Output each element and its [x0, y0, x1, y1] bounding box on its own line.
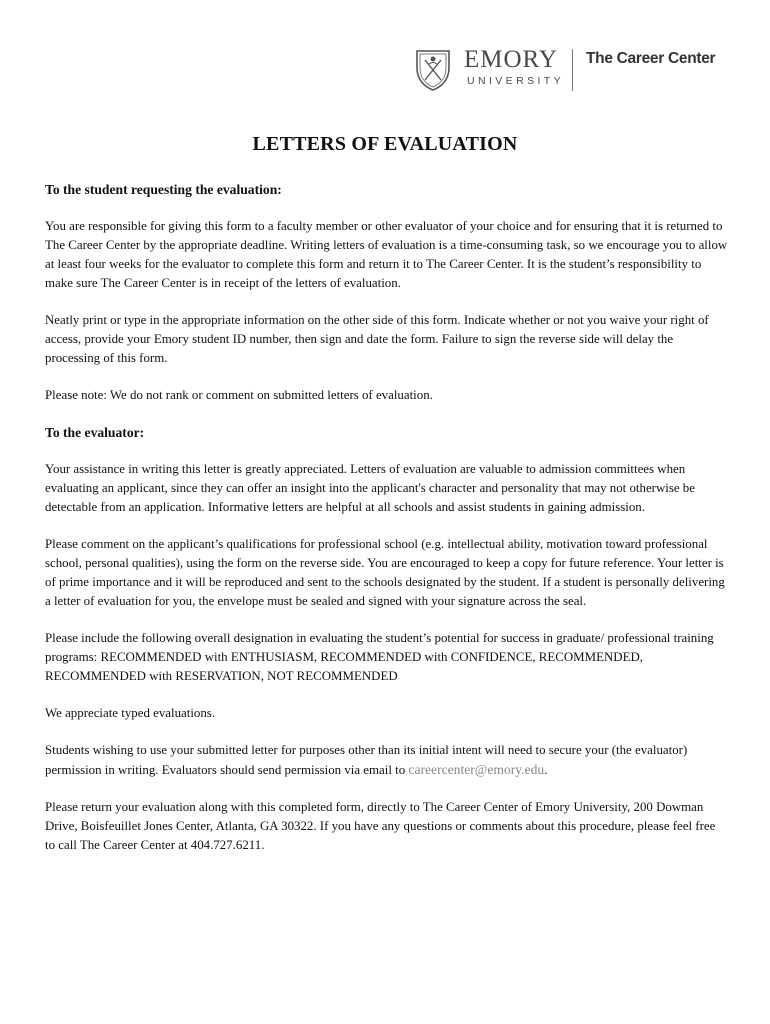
- university-name: EMORY: [464, 46, 558, 73]
- evaluator-paragraph-4: We appreciate typed evaluations.: [45, 706, 216, 720]
- evaluator-paragraph-3: Please include the following overall designation in evaluating the student’s potential for success in graduate/ professional training programs: RECOMMENDED with ENTHUSIASM, RECOMMENDED with CONFIDENCE, RECOMMENDED, RECOMMENDED with RESERVATION, NOT RECOMMENDED: [45, 631, 714, 683]
- header-divider: [572, 49, 573, 91]
- evaluator-paragraph-6: Please return your evaluation along with this completed form, directly to The Career Center of Emory University, 200 Dowman Drive, Boisfeuillet Jones Center, Atlanta, GA 30322. If you have any questions or comments about this procedure, please feel free to call The Career Center at 404.727.6211.: [45, 800, 716, 852]
- student-paragraph-2: Neatly print or type in the appropriate information on the other side of this form. Indicate whether or not you waive your right of access, provide your Emory student ID number, then sign and date the form. Failure to sign the reverse side will delay the processing of this form.: [45, 313, 709, 365]
- letterhead: [414, 44, 744, 96]
- emory-seal-icon: [414, 48, 452, 92]
- email-link[interactable]: careercenter@emory.edu: [408, 762, 545, 777]
- document-body: [45, 180, 728, 873]
- permission-text: Students wishing to use your submitted letter for purposes other than its initial intent will need to secure your (the evaluator) permission in writing. Evaluators should send permission via email to: [45, 743, 688, 777]
- page-title: LETTERS OF EVALUATION: [252, 133, 518, 155]
- department-name: The Career Center: [586, 50, 716, 67]
- evaluator-paragraph-2: Please comment on the applicant’s qualifications for professional school (e.g. intellectual ability, motivation toward professional school, personal qualities), using the form on the reverse side. You are encouraged to keep a copy for future reference. Your letter is of prime importance and it will be reproduced and sent to the schools designated by the student. If a student is personally delivering a letter of evaluation for you, the envelope must be sealed and signed with your signature across the seal.: [45, 537, 725, 608]
- student-section-heading: To the student requesting the evaluation:: [45, 182, 282, 197]
- student-paragraph-1: You are responsible for giving this form to a faculty member or other evaluator of your choice and for ensuring that it is returned to The Career Center by the appropriate deadline. Writing letters of evaluation is a time-consuming task, so we encourage you to allow at least four weeks for the evaluator to complete this form and return it to The Career Center. It is the student’s responsibility to make sure The Career Center is in receipt of the letters of evaluation.: [45, 219, 728, 290]
- university-subtitle: UNIVERSITY: [467, 75, 565, 87]
- permission-text-end: .: [544, 763, 548, 777]
- evaluator-paragraph-1: Your assistance in writing this letter is greatly appreciated. Letters of evaluation are valuable to admission committees when evaluating an applicant, since they can offer an insight into the applicant's character and personality that may not otherwise be detectable from an application. Informative letters are helpful at all schools and assist students in gaining admission.: [45, 462, 695, 514]
- evaluator-section-heading: To the evaluator:: [45, 425, 145, 440]
- student-paragraph-3: Please note: We do not rank or comment on submitted letters of evaluation.: [45, 388, 433, 402]
- evaluator-paragraph-5: [45, 741, 728, 780]
